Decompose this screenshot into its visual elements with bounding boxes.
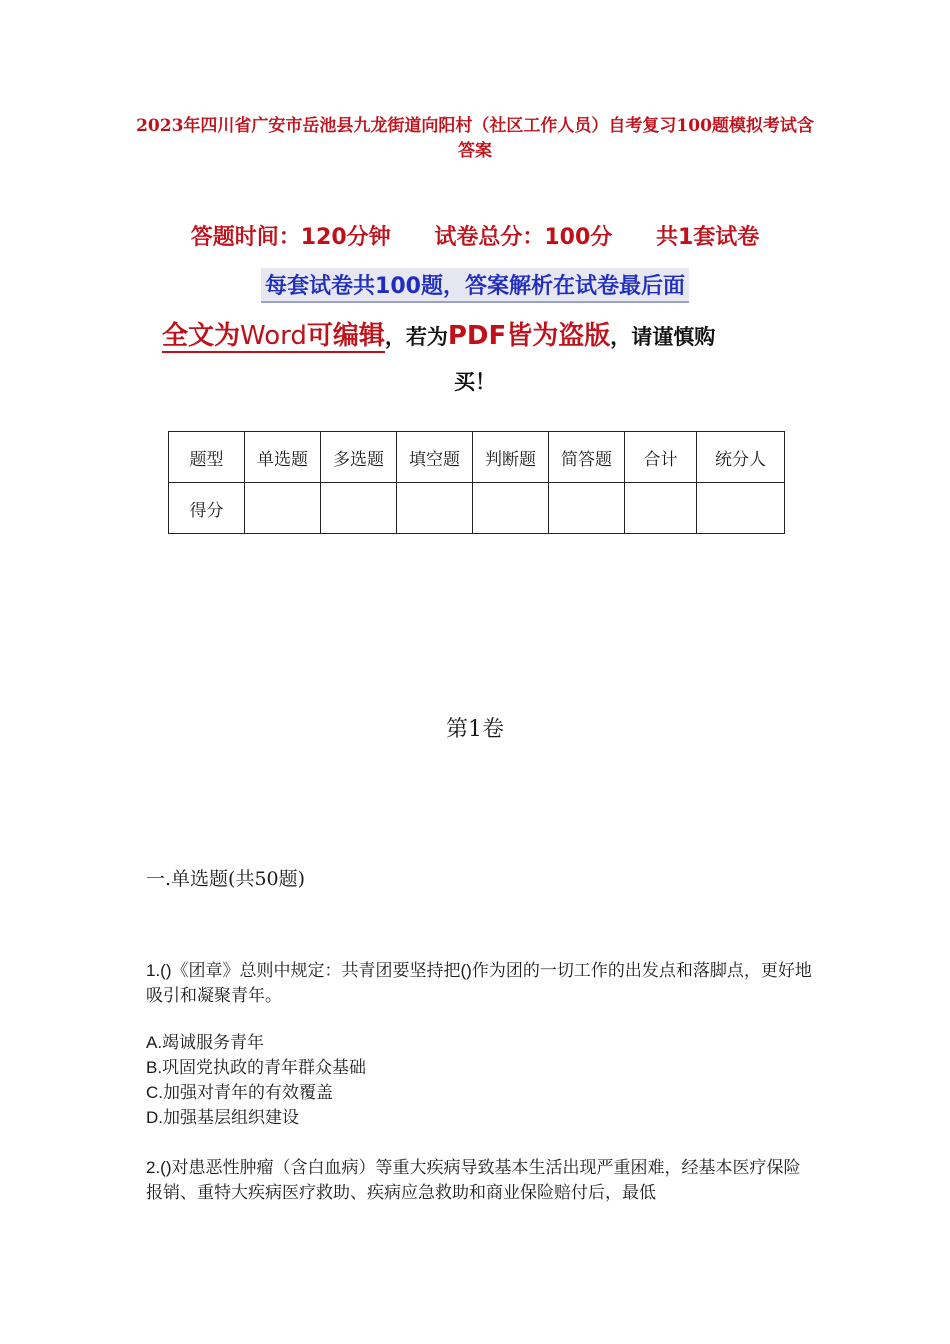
question-1-options [146, 1030, 366, 1130]
header-scorer: 统分人 [697, 432, 785, 483]
warning-if: 若为 [405, 325, 448, 349]
volume-heading: 第1卷 [446, 717, 504, 742]
header-fill: 填空题 [397, 432, 473, 483]
document-title: 2023年四川省广安市岳池县九龙街道向阳村（社区工作人员）自考复习100题模拟考试含答案 [136, 116, 814, 161]
header-judge: 判断题 [473, 432, 549, 483]
header-single: 单选题 [245, 432, 321, 483]
score-cell [697, 483, 785, 534]
score-cell [625, 483, 697, 534]
piracy-warning [162, 312, 802, 363]
score-cell [473, 483, 549, 534]
warning-end: 买！ [454, 370, 496, 394]
question-2: 2.()对患恶性肿瘤（含白血病）等重大疾病导致基本生活出现严重困难，经基本医疗保险报销、重特大疾病医疗救助、疾病应急救助和商业保险赔付后，最低 [146, 1158, 801, 1202]
exam-total-score: 试卷总分：100分 [434, 225, 613, 250]
option-a: A.竭诚服务青年 [146, 1033, 265, 1052]
score-table [168, 431, 785, 534]
warning-editable: 全文为Word可编辑 [162, 321, 385, 351]
header-multi: 多选题 [321, 432, 397, 483]
warning-comma-2: ， [610, 325, 632, 349]
exam-meta [0, 220, 950, 251]
option-d: D.加强基层组织建设 [146, 1108, 299, 1127]
question-1: 1.()《团章》总则中规定：共青团要坚持把()作为团的一切工作的出发点和落脚点，更好地吸引和凝聚青年。 [146, 961, 812, 1005]
option-b: B.巩固党执政的青年群众基础 [146, 1058, 367, 1077]
option-c: C.加强对青年的有效覆盖 [146, 1083, 333, 1102]
score-cell [397, 483, 473, 534]
score-table-score-row [169, 483, 785, 534]
warning-comma: ， [384, 325, 406, 349]
row-label-score: 得分 [169, 483, 245, 534]
header-short: 简答题 [549, 432, 625, 483]
score-cell [549, 483, 625, 534]
exam-set-count: 共1套试卷 [655, 225, 760, 250]
section-heading: 一.单选题(共50题) [146, 868, 306, 890]
warning-careful: 请谨慎购 [631, 325, 716, 349]
answer-notice-text: 每套试卷共100题，答案解析在试卷最后面 [261, 268, 689, 303]
exam-time: 答题时间：120分钟 [190, 225, 391, 250]
header-type: 题型 [169, 432, 245, 483]
score-table-header-row [169, 432, 785, 483]
score-cell [245, 483, 321, 534]
warning-pdf-pirated: PDF皆为盗版 [447, 321, 611, 351]
answer-notice [0, 268, 950, 303]
header-total: 合计 [625, 432, 697, 483]
score-cell [321, 483, 397, 534]
